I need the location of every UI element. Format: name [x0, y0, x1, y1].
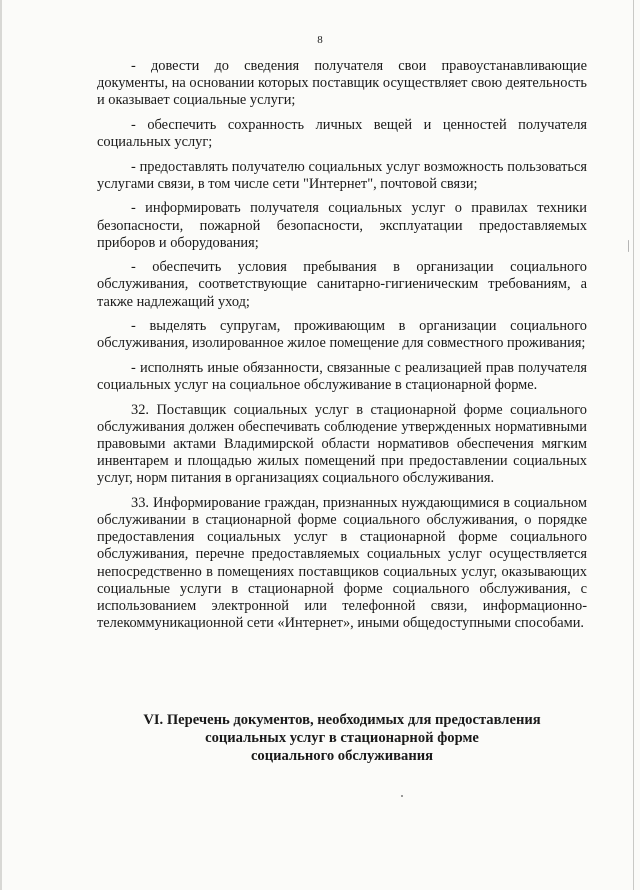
section-heading-line-2: социальных услуг в стационарной форме [205, 730, 479, 746]
paragraph-inform-documents: - довести до сведения получателя свои правоустанавливающие документы, на основании которых поставщик осуществляет свою деятельность и оказывает социальные услуги; [97, 58, 587, 109]
paragraph-safekeeping: - обеспечить сохранность личных вещей и ценностей получателя социальных услуг; [97, 116, 587, 151]
scan-speck [628, 240, 629, 252]
paragraph-clause-33: 33. Информирование граждан, признанных нуждающимися в социальном обслуживании в стационарной форме социального обслуживания, о порядке предоставления социальных услуг в стационарной форме социального обслуживания, перечне предоставляемых социальных услуг осуществляется непосредственно в помещениях поставщиков социальных услуг, оказывающих социальные услуги в стационарной форме социального обслуживания, с использованием электронной или телефонной связи, информационно-телекоммуникационной сети «Интернет», иными общедоступными способами. [97, 494, 587, 632]
section-heading-line-3: социального обслуживания [250, 748, 434, 764]
paragraph-safety-rules: - информировать получателя социальных услуг о правилах техники безопасности, пожарной безопасности, эксплуатации предоставляемых приборов и оборудования; [97, 200, 587, 251]
paragraph-spouses-room: - выделять супругам, проживающим в организации социального обслуживания, изолированное жилое помещение для совместного проживания; [97, 318, 587, 352]
paragraph-communication: - предоставлять получателю социальных услуг возможность пользоваться услугами связи, в том числе сети "Интернет", почтовой связи; [97, 158, 587, 192]
document-body [97, 58, 587, 640]
page-number: 8 [317, 34, 323, 46]
paragraph-other-duties: - исполнять иные обязанности, связанные с реализацией прав получателя социальных услуг на социальное обслуживание в стационарной форме. [97, 359, 587, 394]
page-left-edge [0, 0, 2, 890]
page-right-edge [633, 0, 634, 890]
section-heading-line-1: VI. Перечень документов, необходимых для предоставления [143, 712, 541, 728]
scan-speck [401, 795, 403, 797]
paragraph-clause-32: 32. Поставщик социальных услуг в стационарной форме социального обслуживания должен обеспечивать соблюдение утвержденных нормативными правовыми актами Владимирской области нормативов обеспечения мягким инвентарем и площадью жилых помещений при предоставлении социальных услуг, норм питания в организациях социального обслуживания. [97, 401, 587, 487]
section-heading [97, 711, 587, 765]
paragraph-sanitary-conditions: - обеспечить условия пребывания в организации социального обслуживания, соответствующие санитарно-гигиеническим требованиям, а также надлежащий уход; [97, 259, 587, 310]
